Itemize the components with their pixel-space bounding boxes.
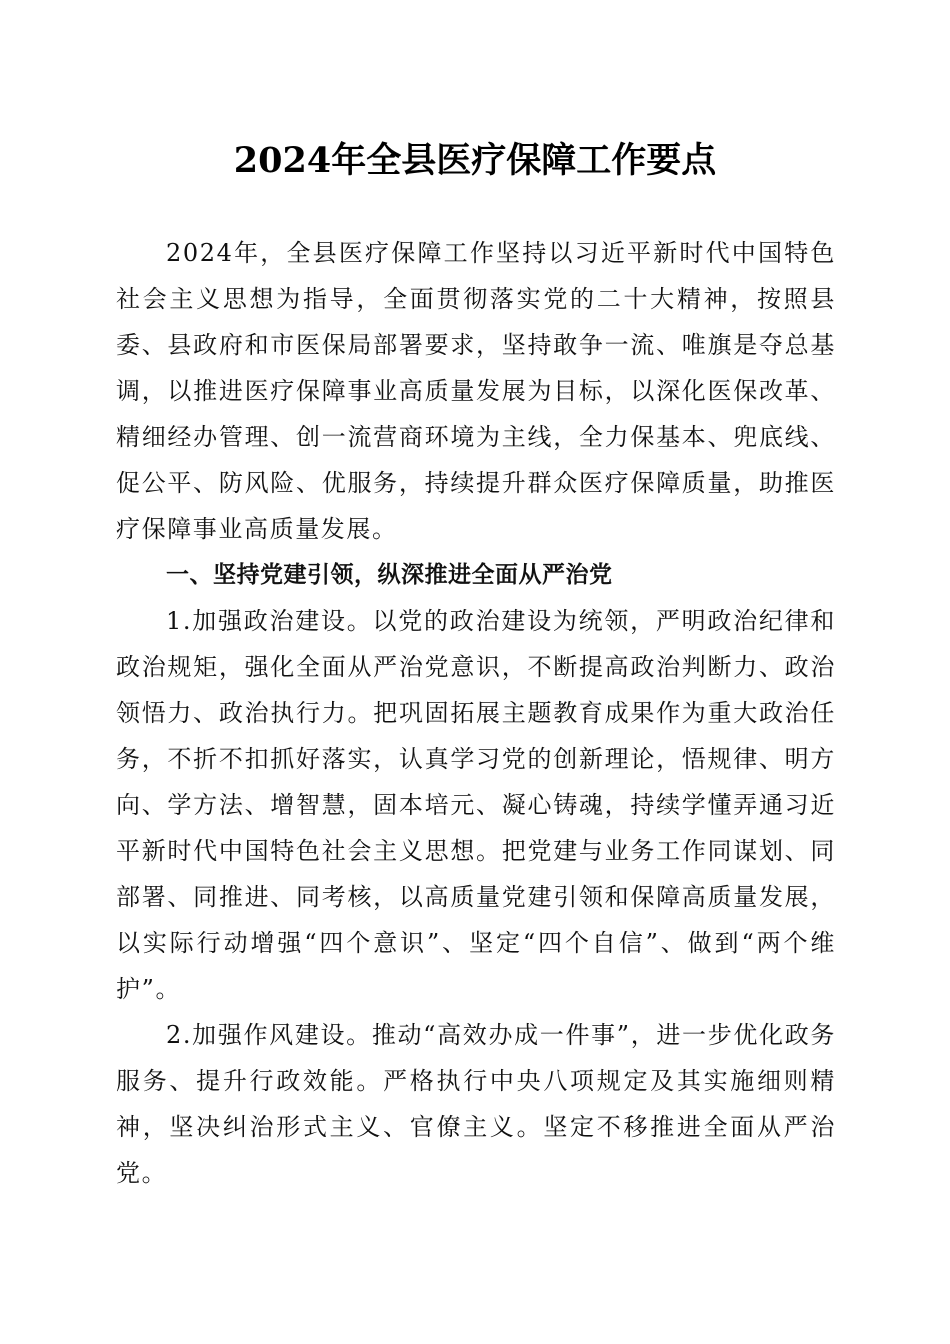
- document-title: 2024年全县医疗保障工作要点: [233, 140, 717, 181]
- item-paragraph-1: 1.加强政治建设。以党的政治建设为统领，严明政治纪律和政治规矩，强化全面从严治党意识，不断提高政治判断力、政治领悟力、政治执行力。把巩固拓展主题教育成果作为重大政治任务，不折不扣抓好落实，认真学习党的创新理论，悟规律、明方向、学方法、增智慧，固本培元、凝心铸魂，持续学懂弄通习近平新时代中国特色社会主义思想。把党建与业务工作同谋划、同部署、同推进、同考核，以高质量党建引领和保障高质量发展，以实际行动增强“四个意识”、坚定“四个自信”、做到“两个维护”。: [116, 607, 836, 1003]
- section-heading-1: 一、坚持党建引领，纵深推进全面从严治党: [166, 562, 613, 588]
- item-paragraph-2: 2.加强作风建设。推动“高效办成一件事”，进一步优化政务服务、提升行政效能。严格执行中央八项规定及其实施细则精神，坚决纠治形式主义、官僚主义。坚定不移推进全面从严治党。: [116, 1021, 836, 1187]
- intro-paragraph: 2024年，全县医疗保障工作坚持以习近平新时代中国特色社会主义思想为指导，全面贯彻落实党的二十大精神，按照县委、县政府和市医保局部署要求，坚持敢争一流、唯旗是夺总基调，以推进医疗保障事业高质量发展为目标，以深化医保改革、精细经办管理、创一流营商环境为主线，全力保基本、兜底线、促公平、防风险、优服务，持续提升群众医疗保障质量，助推医疗保障事业高质量发展。: [116, 239, 836, 543]
- document-body: [116, 230, 836, 1196]
